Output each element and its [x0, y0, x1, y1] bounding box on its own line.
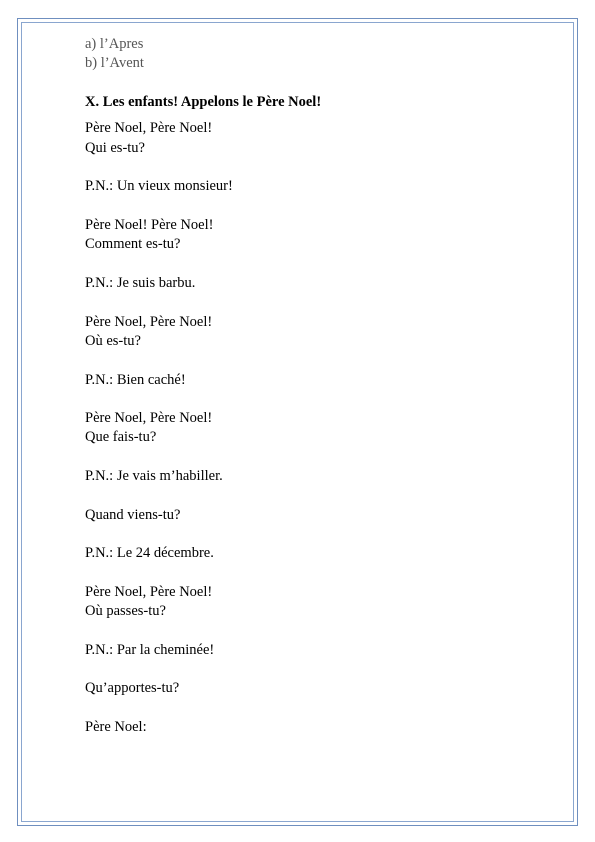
option-b: b) l’Avent — [85, 55, 144, 71]
dialogue-line: Comment es-tu? — [85, 236, 181, 252]
dialogue-line: Où passes-tu? — [85, 603, 166, 619]
dialogue-line: Père Noel: — [85, 719, 147, 735]
dialogue-line: Père Noel, Père Noel! — [85, 314, 213, 330]
dialogue-line: Où es-tu? — [85, 333, 141, 349]
dialogue-line: Père Noel, Père Noel! — [85, 120, 213, 136]
section-heading: X. Les enfants! Appelons le Père Noel! — [85, 94, 322, 110]
answer-options — [85, 35, 525, 73]
dialogue-line: Père Noel! Père Noel! — [85, 217, 214, 233]
dialogue-line: Qu’apportes-tu? — [85, 680, 180, 696]
dialogue-line: P.N.: Par la cheminée! — [85, 642, 215, 658]
dialogue-line: P.N.: Bien caché! — [85, 372, 186, 388]
dialogue-line: P.N.: Je vais m’habiller. — [85, 468, 223, 484]
dialogue-line: P.N.: Le 24 décembre. — [85, 545, 214, 561]
dialogue-line: Que fais-tu? — [85, 429, 157, 445]
dialogue-line: P.N.: Je suis barbu. — [85, 275, 196, 291]
dialogue-line: Père Noel, Père Noel! — [85, 584, 213, 600]
dialogue-line: Qui es-tu? — [85, 140, 145, 156]
dialogue-line: Quand viens-tu? — [85, 507, 181, 523]
dialogue-line: P.N.: Un vieux monsieur! — [85, 178, 233, 194]
dialogue-line: Père Noel, Père Noel! — [85, 410, 213, 426]
option-a: a) l’Apres — [85, 36, 144, 52]
